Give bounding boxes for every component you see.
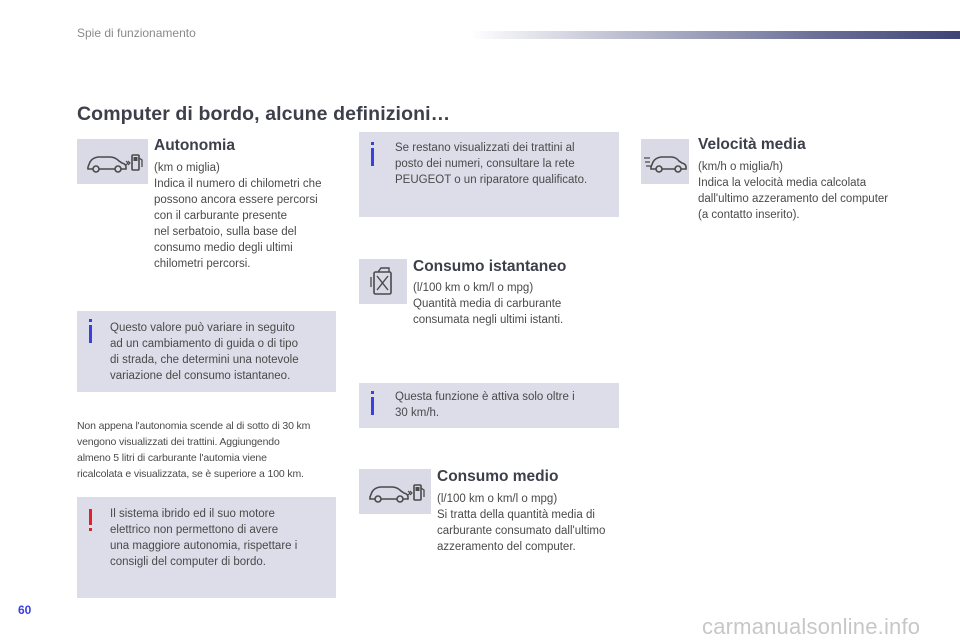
info-line: Questo valore può variare in seguito <box>110 322 295 334</box>
info-box-trattini <box>359 132 619 217</box>
page-title: Computer di bordo, alcune definizioni… <box>77 103 451 125</box>
autonomia-heading: Autonomia <box>154 137 235 154</box>
consumo-medio-line: (l/100 km o km/l o mpg) <box>437 493 558 505</box>
car-fuel-pump-icon <box>82 147 144 177</box>
velocita-media-line: Indica la velocità media calcolata <box>698 177 867 189</box>
header-gradient-bar <box>470 31 960 39</box>
info-line: Questa funzione è attiva solo oltre i <box>395 391 575 403</box>
info-icon <box>371 148 374 166</box>
consumo-istantaneo-text <box>413 280 613 328</box>
velocita-media-line: (km/h o miglia/h) <box>698 161 783 173</box>
info-line: di strada, che determini una notevole <box>110 354 299 366</box>
car-speed-icon <box>643 147 687 177</box>
car-fuel-pump-icon <box>364 477 426 507</box>
consumo-istantaneo-icon-box <box>359 259 407 304</box>
watermark: carmanualsonline.info <box>702 614 921 639</box>
info-line: 30 km/h. <box>395 407 440 419</box>
autonomia-line: Indica il numero di chilometri che <box>154 178 322 190</box>
info-line: posto dei numeri, consultare la rete <box>395 158 575 170</box>
velocita-media-line: (a contatto inserito). <box>698 209 800 221</box>
warning-line: una maggiore autonomia, rispettare i <box>110 540 298 552</box>
consumo-medio-line: Si tratta della quantità media di <box>437 509 595 521</box>
consumo-medio-icon-box <box>359 469 431 514</box>
autonomia-line: nel serbatoio, sulla base del <box>154 226 297 238</box>
note-line: Non appena l'autonomia scende al di sotto di 30 km <box>77 420 311 432</box>
fuel-can-icon <box>370 267 396 297</box>
info-box-30kmh <box>359 383 619 428</box>
autonomia-line: chilometri percorsi. <box>154 258 251 270</box>
section-header: Spie di funzionamento <box>77 26 196 40</box>
consumo-medio-text <box>437 491 627 555</box>
note-line: almeno 5 litri di carburante l'automia viene <box>77 452 267 464</box>
info-box-text <box>110 320 335 384</box>
consumo-istantaneo-line: (l/100 km o km/l o mpg) <box>413 282 534 294</box>
info-line: Se restano visualizzati dei trattini al <box>395 142 575 154</box>
note-line: vengono visualizzati dei trattini. Aggiungendo <box>77 436 280 448</box>
velocita-media-line: dall'ultimo azzeramento del computer <box>698 193 889 205</box>
info-box-autonomia <box>77 311 336 392</box>
consumo-medio-heading: Consumo medio <box>437 468 559 485</box>
info-line: variazione del consumo istantaneo. <box>110 370 291 382</box>
velocita-media-text <box>698 159 928 223</box>
info-icon <box>89 325 92 343</box>
info-line: ad un cambiamento di guida o di tipo <box>110 338 298 350</box>
autonomia-line: possono ancora essere percorsi <box>154 194 318 206</box>
velocita-media-heading: Velocità media <box>698 136 806 153</box>
velocita-media-icon-box <box>641 139 689 184</box>
info-box-text <box>395 140 617 188</box>
info-box-text <box>395 389 617 421</box>
warning-line: consigli del computer di bordo. <box>110 556 266 568</box>
warning-icon <box>89 509 92 525</box>
note-autonomia <box>77 418 342 482</box>
autonomia-line: (km o miglia) <box>154 162 220 174</box>
consumo-istantaneo-line: Quantità media di carburante <box>413 298 562 310</box>
consumo-istantaneo-line: consumata negli ultimi istanti. <box>413 314 564 326</box>
warning-line: elettrico non permettono di avere <box>110 524 279 536</box>
page-number: 60 <box>18 603 32 617</box>
info-line: PEUGEOT o un riparatore qualificato. <box>395 174 588 186</box>
consumo-medio-line: carburante consumato dall'ultimo <box>437 525 606 537</box>
autonomia-text <box>154 160 344 272</box>
autonomia-line: consumo medio degli ultimi <box>154 242 293 254</box>
autonomia-line: con il carburante presente <box>154 210 287 222</box>
warning-box-hybrid <box>77 497 336 598</box>
warning-line: Il sistema ibrido ed il suo motore <box>110 508 275 520</box>
info-icon <box>371 397 374 415</box>
consumo-istantaneo-heading: Consumo istantaneo <box>413 258 567 275</box>
autonomia-icon-box <box>77 139 148 184</box>
consumo-medio-line: azzeramento del computer. <box>437 541 576 553</box>
note-line: ricalcolata e visualizzata, se è superiore a 100 km. <box>77 468 304 480</box>
warning-box-text <box>110 506 335 570</box>
